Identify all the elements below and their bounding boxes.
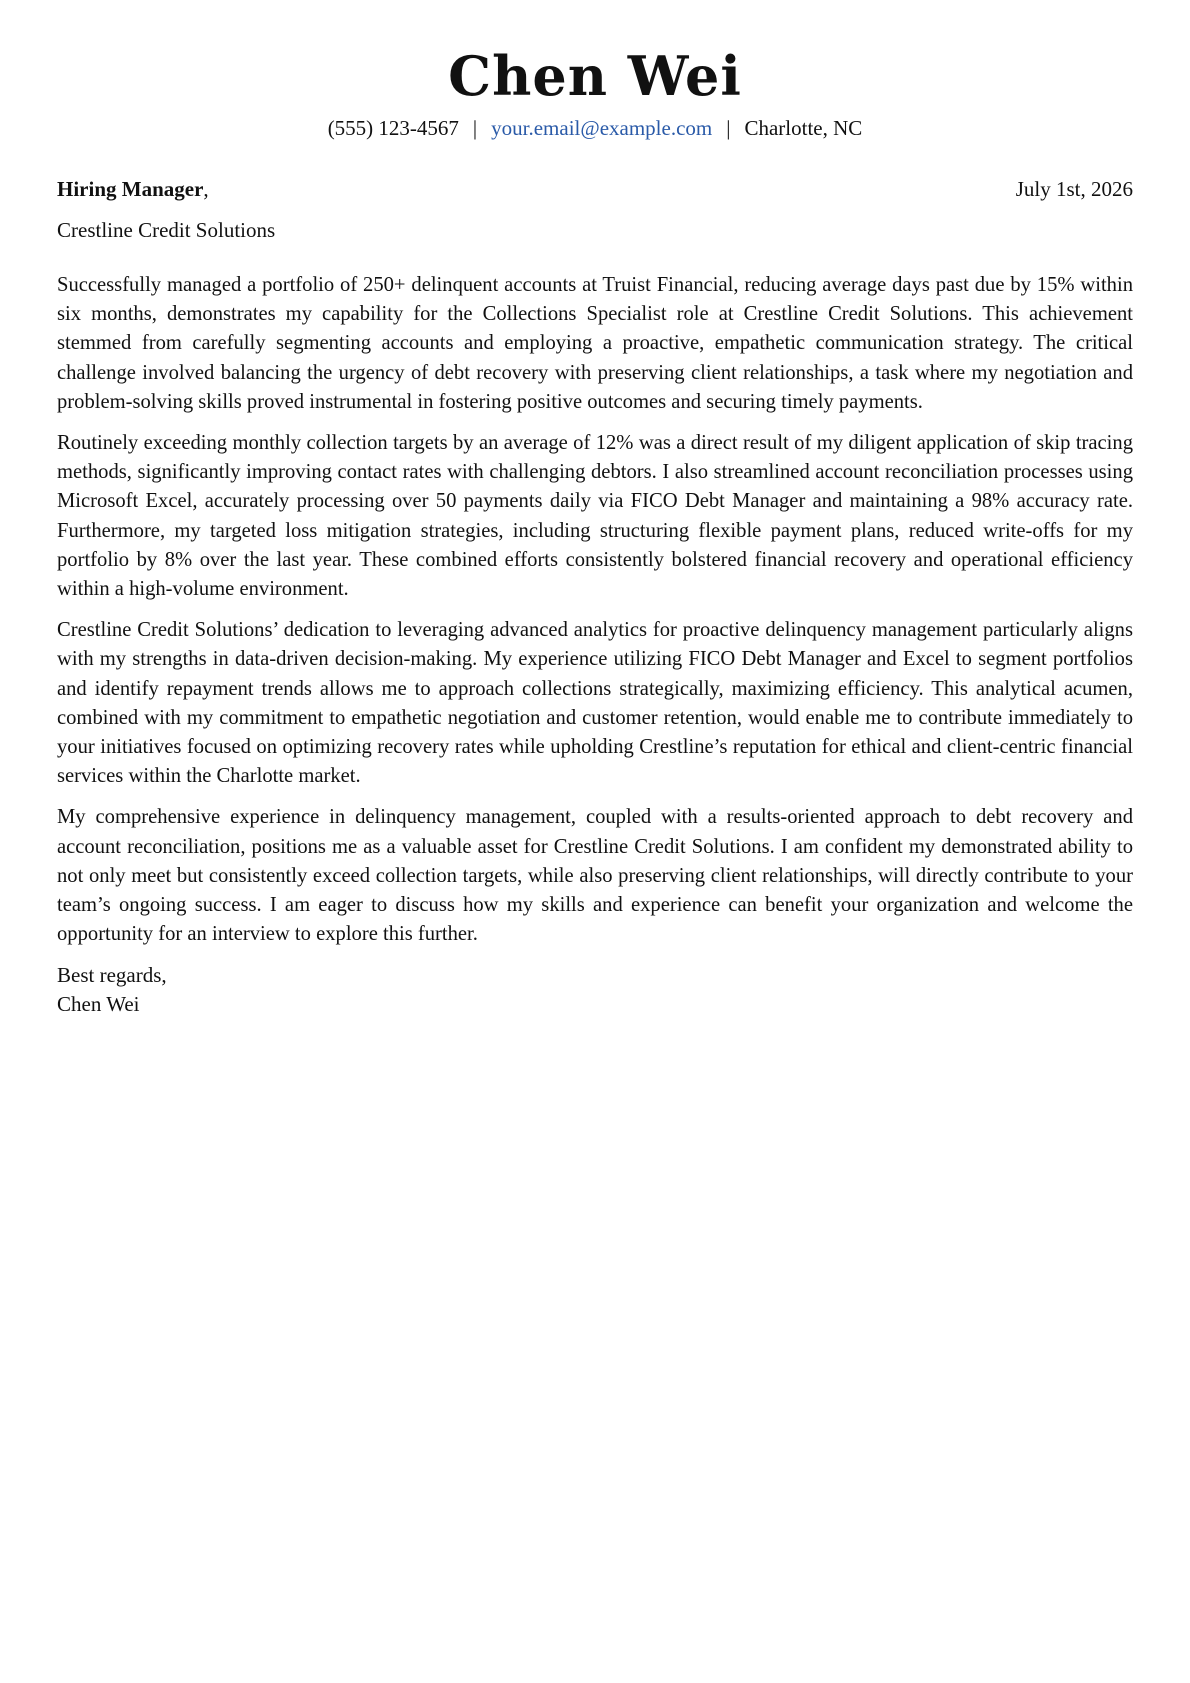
recipient-line [57, 175, 209, 203]
recipient-date-row [57, 175, 1133, 203]
body-paragraph: My comprehensive experience in delinquency management, coupled with a results-oriented approach to debt recovery and account reconciliation, positions me as a valuable asset for Crestline Credit Solutions. I am confident my demonstrated ability to not only meet but consistently exceed collection targets, while also preserving client relationships, will directly contribute to your team’s ongoing success. I am eager to discuss how my skills and experience can benefit your organization and welcome the opportunity for an interview to explore this further. [57, 806, 1133, 946]
body-paragraph: Crestline Credit Solutions’ dedication to leveraging advanced analytics for proactive delinquency management particularly aligns with my strengths in data-driven decision-making. My experience utilizing FICO Debt Manager and Excel to segment portfolios and identify repayment trends allows me to approach collections strategically, maximizing efficiency. This analytical acumen, combined with my commitment to empathetic negotiation and customer retention, would enable me to contribute immediately to your initiatives focused on optimizing recovery rates while upholding Crestline’s reputation for ethical and client-centric financial services within the Charlotte market. [57, 619, 1133, 788]
applicant-name: Chen Wei [448, 44, 742, 108]
email-link[interactable]: your.email@example.com [491, 116, 713, 140]
location: Charlotte, NC [744, 116, 863, 140]
letter-date: July 1st, 2026 [1015, 177, 1133, 201]
contact-line [57, 114, 1133, 142]
closing-signature: Chen Wei [57, 992, 140, 1017]
phone-number: (555) 123-4567 [327, 116, 459, 140]
letter-closing [57, 961, 1133, 1019]
body-paragraph: Routinely exceeding monthly collection targets by an average of 12% was a direct result of my diligent application of skip tracing methods, significantly improving contact rates with challenging debtors. I also streamlined account reconciliation processes using Microsoft Excel, accurately processing over 50 payments daily via FICO Debt Manager and maintaining a 98% accuracy rate. Furthermore, my targeted loss mitigation strategies, including structuring flexible payment plans, reduced write-offs for my portfolio by 8% over the last year. These combined efforts consistently bolstered financial recovery and operational efficiency within a high-volume environment. [57, 432, 1133, 601]
separator: | [472, 116, 478, 140]
recipient-title: Hiring Manager [57, 177, 204, 201]
body-paragraph: Successfully managed a portfolio of 250+ delinquent accounts at Truist Financial, reducing average days past due by 15% within six months, demonstrates my capability for the Collections Specialist role at Crestline Credit Solutions. This achievement stemmed from carefully segmenting accounts and employing a proactive, empathetic communication strategy. The critical challenge involved balancing the urgency of debt recovery with preserving client relationships, a task where my negotiation and problem-solving skills proved instrumental in fostering positive outcomes and securing timely payments. [57, 274, 1133, 413]
separator: | [726, 116, 731, 140]
letter-body [57, 271, 1133, 949]
closing-salutation: Best regards, [57, 963, 167, 988]
recipient-title-suffix: , [203, 177, 209, 201]
recipient-company: Crestline Credit Solutions [57, 218, 276, 242]
